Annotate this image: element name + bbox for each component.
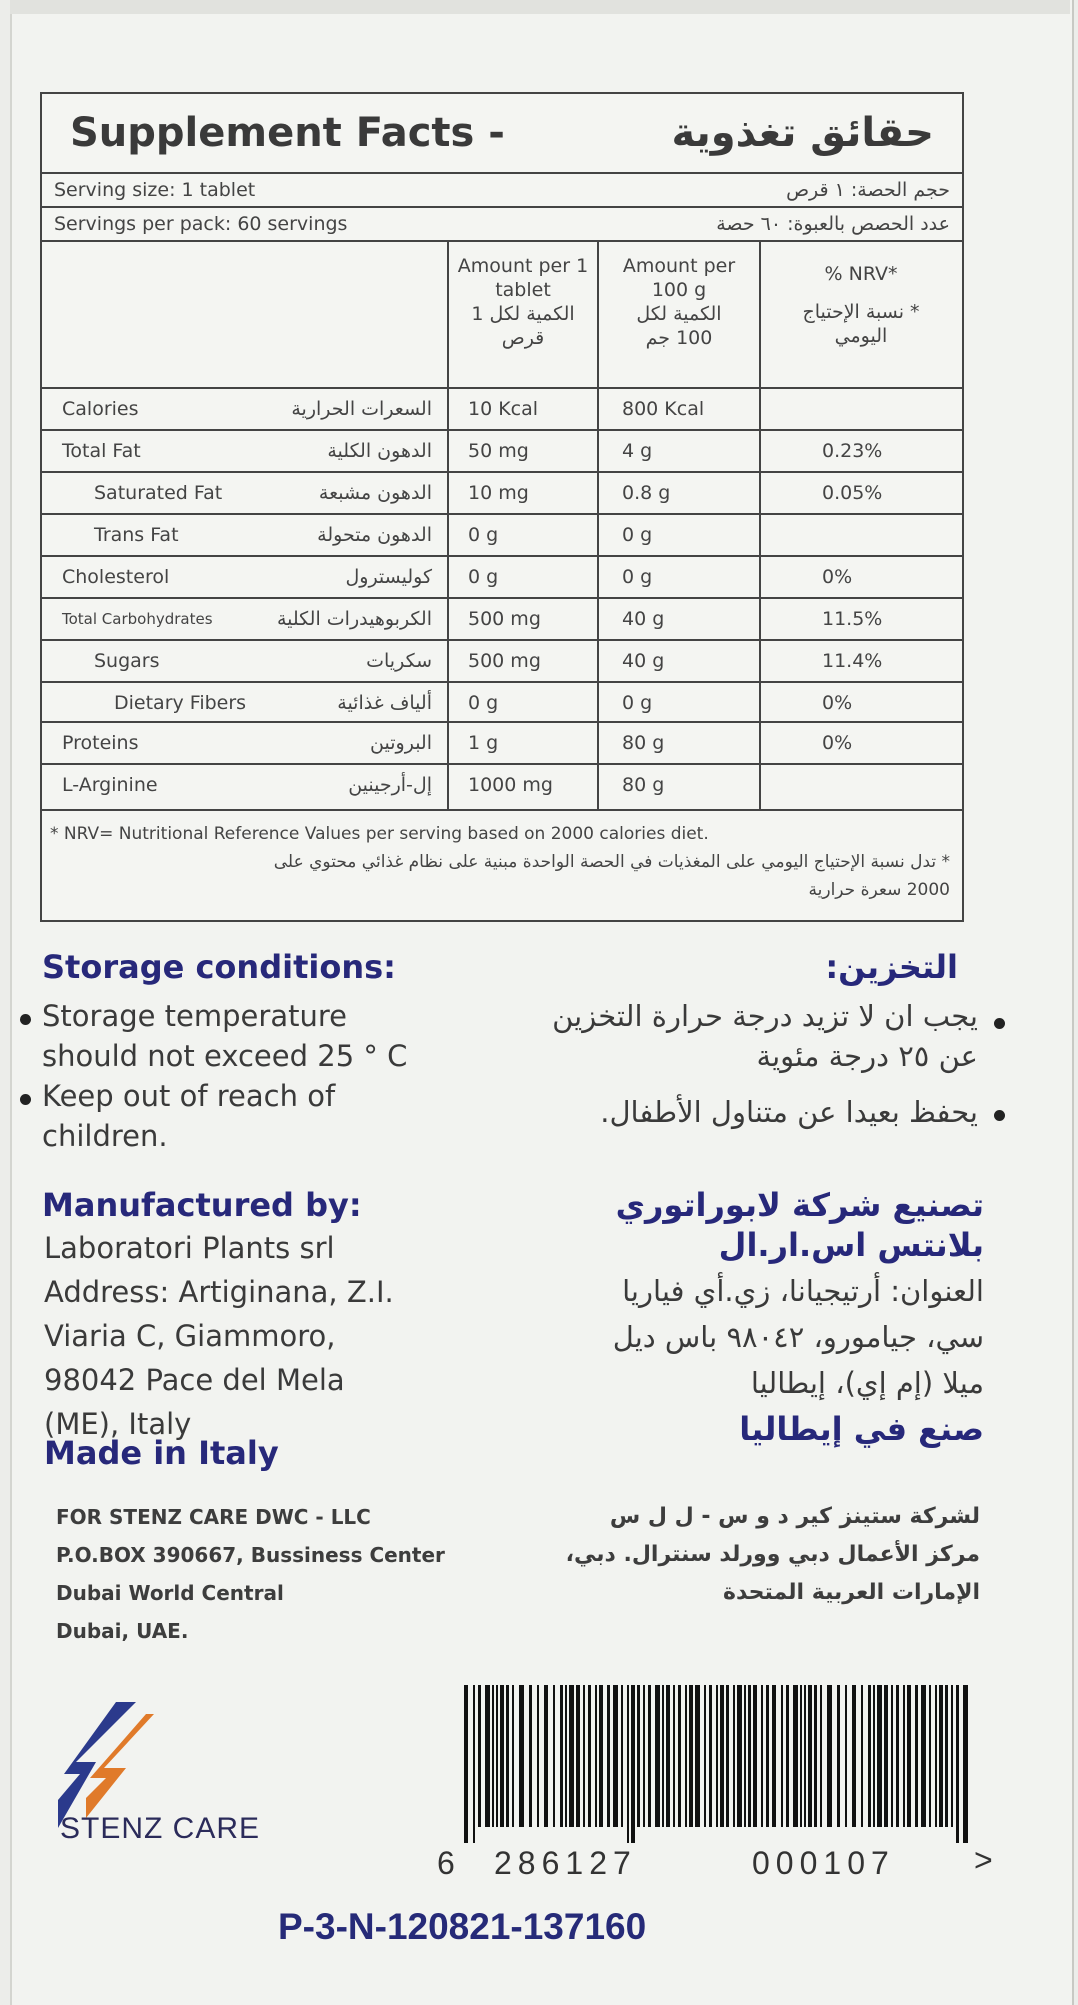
manufacturer-line-ar: ميلا (إم إي)، إيطاليا (750, 1366, 984, 1400)
barcode-bar (907, 1685, 911, 1827)
nutrient-name-ar: ألياف غذائية (337, 692, 432, 714)
header-nrv (762, 262, 960, 348)
barcode-bar (478, 1685, 481, 1827)
nutrient-name-en: L-Arginine (62, 774, 158, 796)
amount-per-tablet: 10 mg (468, 482, 529, 504)
manufacturer-name-ar: بلانتس اس.ار.ال (718, 1226, 984, 1264)
amount-per-tablet: 500 mg (468, 650, 541, 672)
made-in-en: Made in Italy (44, 1434, 279, 1472)
facts-title-ar: حقائق تغذوية (671, 110, 934, 156)
barcode-bar (643, 1685, 645, 1827)
barcode-bar (929, 1685, 931, 1827)
storage-title-ar: التخزين: (825, 948, 958, 986)
logo-text: STENZ CARE (60, 1812, 261, 1845)
barcode-bar (861, 1685, 863, 1827)
nutrient-name-ar: الكربوهيدرات الكلية (276, 608, 432, 630)
header-per-tablet-ar-2: قرص (501, 327, 545, 349)
nutrient-name-en: Cholesterol (62, 566, 170, 588)
barcode-bar (737, 1685, 742, 1827)
servings-per-pack-en: Servings per pack: 60 servings (54, 213, 348, 235)
barcode-bar (576, 1685, 580, 1827)
storage-title-en: Storage conditions: (42, 948, 396, 986)
header-per-tablet (450, 254, 596, 350)
barcode-bar (627, 1685, 629, 1843)
barcode-bar (613, 1685, 618, 1827)
storage-item2-en-line1: Keep out of reach of (42, 1079, 336, 1113)
barcode-bar (512, 1685, 514, 1827)
manufacturer-line-ar: سي، جيامورو، ٩٨٠٤٢ باس ديل (612, 1320, 984, 1354)
storage-item2-ar: يحفظ بعيدا عن متناول الأطفال. (600, 1095, 978, 1129)
header-per-tablet-en-2: tablet (495, 279, 551, 301)
nrv-value: 0.05% (822, 482, 883, 504)
barcode-bar (595, 1685, 597, 1827)
header-per-tablet-ar-1: الكمية لكل 1 (471, 303, 575, 325)
barcode-bar (733, 1685, 735, 1827)
nutrient-name-ar: السعرات الحرارية (291, 398, 432, 420)
barcode-bar (915, 1685, 918, 1827)
barcode-bar (607, 1685, 610, 1827)
manufacturer-address-en (44, 1226, 394, 1446)
storage-item1-ar-line2: عن ٢٥ درجة مئوية (756, 1039, 978, 1073)
barcode-bar (868, 1685, 871, 1827)
distributor-line-ar: الإمارات العربية المتحدة (722, 1580, 980, 1605)
barcode-bar (485, 1685, 490, 1827)
nrv-value: 0% (822, 566, 853, 588)
storage-item2-en-line2: children. (42, 1119, 168, 1153)
barcode-group1: 286127 (494, 1845, 637, 1881)
nutrient-name-en: Total Fat (62, 440, 141, 462)
barcode-bar (845, 1685, 847, 1827)
barcode-bar (814, 1685, 817, 1827)
barcode-bar (631, 1685, 635, 1843)
made-in-ar: صنع في إيطاليا (739, 1410, 984, 1448)
nrv-note-ar-1: * تدل نسبة الإحتياج اليومي على المغذيات في الحصة الواحدة مبنية على نظام غذائي محتوي على (273, 852, 950, 872)
nutrient-name-en: Dietary Fibers (114, 692, 247, 714)
barcode-bar (678, 1685, 681, 1827)
barcode-bar (744, 1685, 746, 1827)
table-grid-lines (42, 94, 962, 920)
amount-per-100g: 80 g (622, 774, 665, 796)
nutrient-name-en: Calories (62, 398, 139, 420)
distributor-line-ar: لشركة ستينز كير د و س - ل ل س (609, 1504, 980, 1529)
header-nrv-en: % NRV* (824, 263, 898, 285)
barcode-bar (720, 1685, 724, 1827)
barcode-icon (464, 1685, 984, 1845)
nutrient-name-ar: الدهون متحولة (317, 524, 432, 546)
bullet-icon (20, 1014, 31, 1025)
barcode-bar (529, 1685, 532, 1827)
nrv-value: 11.4% (822, 650, 883, 672)
nrv-note-en: * NRV= Nutritional Reference Values per serving based on 2000 calories diet. (50, 824, 709, 844)
barcode-bar (704, 1685, 706, 1827)
amount-per-tablet: 0 g (468, 692, 499, 714)
barcode-bar (903, 1685, 905, 1827)
barcode-bar (464, 1685, 468, 1843)
distributor-line: Dubai, UAE. (56, 1619, 189, 1643)
barcode-bar (726, 1685, 729, 1827)
nrv-value: 0% (822, 732, 853, 754)
barcode-bar (599, 1685, 603, 1827)
barcode-bar (753, 1685, 757, 1827)
amount-per-100g: 80 g (622, 732, 665, 754)
nutrient-name-ar: كوليسترول (345, 566, 432, 588)
bullet-icon (20, 1094, 31, 1105)
barcode-bar (951, 1685, 953, 1827)
header-nrv-ar-2: اليومي (834, 325, 888, 347)
barcode-bar (637, 1685, 640, 1827)
barcode-bar (873, 1685, 875, 1827)
header-per-100g-ar-1: الكمية لكل (636, 303, 722, 325)
amount-per-tablet: 1000 mg (468, 774, 553, 796)
package-edge (10, 0, 1070, 14)
barcode-bar (666, 1685, 670, 1827)
amount-per-100g: 40 g (622, 608, 665, 630)
amount-per-100g: 0 g (622, 566, 653, 588)
barcode-bar (945, 1685, 948, 1827)
barcode-bar (748, 1685, 751, 1827)
nutrient-name-en: Trans Fat (94, 524, 179, 546)
manufacturer-line-ar: العنوان: أرتيجيانا، زي.أي فياريا (622, 1274, 984, 1308)
amount-per-tablet: 50 mg (468, 440, 529, 462)
barcode-bar (519, 1685, 524, 1827)
barcode-bar (537, 1685, 539, 1827)
distributor-line: P.O.BOX 390667, Bussiness Center (56, 1543, 445, 1567)
barcode-bar (496, 1685, 498, 1827)
supplement-facts-table (40, 92, 964, 922)
barcode-bar (473, 1685, 475, 1843)
barcode-bar (800, 1685, 802, 1827)
header-per-100g-en-1: Amount per (622, 255, 736, 277)
barcode-bar (544, 1685, 548, 1827)
barcode-bar (793, 1685, 798, 1827)
storage-item1-ar (552, 996, 978, 1076)
barcode-bar (648, 1685, 651, 1827)
bullet-icon (994, 1110, 1005, 1121)
storage-item1-ar-line1: يجب ان لا تزيد درجة حرارة التخزين (552, 999, 978, 1033)
amount-per-tablet: 0 g (468, 524, 499, 546)
servings-per-pack-ar: عدد الحصص بالعبوة: ٦٠ حصة (716, 213, 950, 235)
barcode-bar (772, 1685, 776, 1827)
manufacturer-address-ar (613, 1268, 984, 1406)
barcode-bar (689, 1685, 693, 1827)
nutrient-name-en: Saturated Fat (94, 482, 223, 504)
distributor-line-ar: مركز الأعمال دبي وورلد سنترال. دبي، (565, 1542, 980, 1567)
nutrient-name-en: Proteins (62, 732, 139, 754)
barcode-bar (804, 1685, 806, 1827)
barcode-marker: > (974, 1842, 993, 1878)
barcode-bar (766, 1685, 769, 1827)
nutrient-name-en: Total Carbohydrates (62, 610, 213, 628)
barcode-bar (884, 1685, 888, 1827)
barcode-bar (685, 1685, 687, 1827)
header-per-100g-ar-2: 100 جم (645, 327, 713, 349)
nutrient-name-ar: البروتين (370, 732, 432, 754)
amount-per-100g: 0 g (622, 524, 653, 546)
nutrient-name-ar: الدهون مشبعة (318, 482, 432, 504)
barcode-bar (877, 1685, 882, 1827)
manufacturer-line: Laboratori Plants srl (44, 1231, 335, 1265)
barcode-bar (761, 1685, 763, 1827)
barcode-bar (921, 1685, 926, 1827)
amount-per-100g: 0 g (622, 692, 653, 714)
barcode-bar (500, 1685, 504, 1827)
barcode-bar (709, 1685, 712, 1827)
amount-per-100g: 40 g (622, 650, 665, 672)
nrv-value: 11.5% (822, 608, 883, 630)
distributor-ar (566, 1498, 980, 1612)
barcode-bar (565, 1685, 567, 1827)
storage-item1-en (42, 996, 407, 1076)
barcode-bar (837, 1685, 840, 1827)
nrv-note-ar-2: 2000 سعرة حرارية (808, 880, 950, 900)
header-per-tablet-en-1: Amount per 1 (457, 255, 589, 277)
barcode-bar (506, 1685, 509, 1827)
amount-per-tablet: 1 g (468, 732, 499, 754)
barcode-bar (621, 1685, 623, 1827)
nrv-value: 0.23% (822, 440, 883, 462)
amount-per-tablet: 500 mg (468, 608, 541, 630)
manufacturer-line: 98042 Pace del Mela (44, 1363, 345, 1397)
barcode-bar (939, 1685, 943, 1827)
barcode-bar (716, 1685, 718, 1827)
amount-per-100g: 800 Kcal (622, 398, 705, 420)
barcode-bar (569, 1685, 574, 1827)
storage-item2-en (42, 1076, 335, 1156)
barcode-bar (781, 1685, 783, 1827)
serving-size-ar: حجم الحصة: ١ قرص (786, 179, 950, 201)
header-per-100g (600, 254, 758, 350)
barcode-bar (963, 1685, 968, 1843)
barcode-bar (492, 1685, 494, 1827)
barcode-bar (956, 1685, 959, 1843)
barcode-bar (891, 1685, 893, 1827)
barcode-bar (827, 1685, 832, 1827)
barcode-bar (695, 1685, 700, 1827)
amount-per-100g: 0.8 g (622, 482, 671, 504)
distributor-line: Dubai World Central (56, 1581, 284, 1605)
nrv-value: 0% (822, 692, 853, 714)
manufacturer-line: (ME), Italy (44, 1407, 192, 1441)
facts-title-en: Supplement Facts - (70, 110, 505, 156)
manufacturer-line: Viaria C, Giammoro, (44, 1319, 336, 1353)
nutrient-name-ar: سكريات (366, 650, 432, 672)
barcode-group2: 000107 (752, 1845, 895, 1881)
barcode-bar (662, 1685, 664, 1827)
barcode-bar (553, 1685, 555, 1827)
nutrient-name-ar: إل-أرجينين (348, 774, 432, 796)
header-per-100g-en-2: 100 g (651, 279, 707, 301)
barcode-bar (588, 1685, 591, 1827)
barcode-bar (852, 1685, 856, 1827)
barcode-bar (820, 1685, 822, 1827)
manufacturer-title-ar: تصنيع شركة لابوراتوري (615, 1186, 984, 1224)
barcode-digit-first: 6 (437, 1845, 455, 1881)
serving-size-en: Serving size: 1 tablet (54, 179, 256, 201)
manufacturer-title-en: Manufactured by: (42, 1186, 362, 1224)
distributor-en (56, 1498, 445, 1650)
header-nrv-ar-1: * نسبة الإحتياج (802, 301, 920, 323)
nutrient-name-ar: الدهون الكلية (327, 440, 432, 462)
barcode-bar (673, 1685, 675, 1827)
amount-per-100g: 4 g (622, 440, 653, 462)
barcode-bar (583, 1685, 585, 1827)
barcode-bar (655, 1685, 660, 1827)
barcode-bar (560, 1685, 563, 1827)
bullet-icon (994, 1018, 1005, 1029)
stenz-care-logo-icon (56, 1700, 156, 1830)
amount-per-tablet: 10 Kcal (468, 398, 539, 420)
storage-item1-en-line2: should not exceed 25 ° C (42, 1039, 408, 1073)
distributor-line: FOR STENZ CARE DWC - LLC (56, 1505, 371, 1529)
lot-code: P-3-N-120821-137160 (278, 1906, 647, 1947)
storage-item1-en-line1: Storage temperature (42, 999, 347, 1033)
amount-per-tablet: 0 g (468, 566, 499, 588)
barcode-bar (786, 1685, 789, 1827)
barcode-bar (808, 1685, 812, 1827)
nutrient-name-en: Sugars (94, 650, 160, 672)
barcode-bar (896, 1685, 899, 1827)
manufacturer-line: Address: Artiginana, Z.I. (44, 1275, 394, 1309)
barcode-bar (935, 1685, 937, 1827)
